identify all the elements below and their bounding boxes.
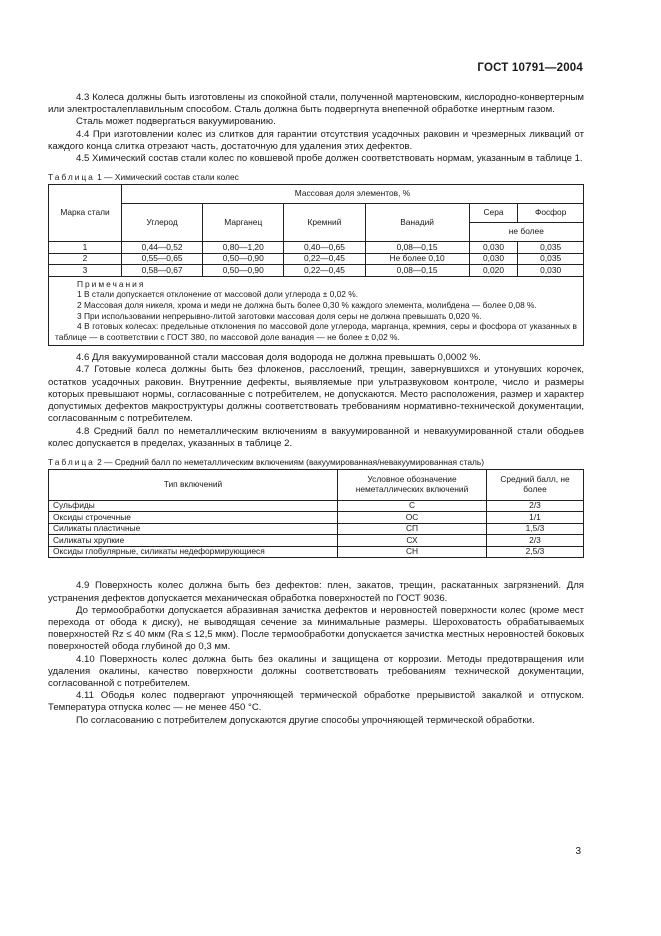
- cell-silicon: 0,22—0,45: [284, 265, 365, 277]
- page-number: 3: [575, 846, 581, 857]
- table1-caption-text: 1 — Химический состав стали колес: [94, 172, 239, 183]
- document-body: [48, 92, 584, 727]
- table1-notes: [48, 277, 584, 347]
- table1-caption: [48, 172, 584, 182]
- paragraph-4-6: 4.6 Для вакуумированной стали массовая доля водорода не должна превышать 0,0002 %.: [76, 352, 481, 364]
- cell-symbol: СХ: [338, 535, 487, 547]
- cell-carbon: 0,44—0,52: [122, 242, 203, 254]
- note-4: 4 В готовых колесах: предельные отклонения по массовой доле углерода, марганца, кремния, серы и фосфора от указанных в таблице — в соответствии с ГОСТ 380, по массовой доле ванадия — не более ± 0,02 %.: [55, 321, 577, 342]
- note-3: 3 При использовании непрерывно-литой заготовки массовая доля серы не должна превышать 0,020 %.: [77, 310, 482, 321]
- col-no-more: не более: [469, 223, 583, 242]
- cell-grade: 1: [49, 242, 122, 254]
- cell-type: Оксиды строчечные: [49, 512, 338, 524]
- cell-manganese: 0,50—0,90: [203, 265, 284, 277]
- cell-symbol: СН: [338, 546, 487, 558]
- cell-type: Силикаты пластичные: [49, 523, 338, 535]
- cell-vanadium: 0,08—0,15: [365, 265, 469, 277]
- table1-caption-prefix: Таблица: [48, 172, 95, 183]
- cell-type: Оксиды глобулярные, силикаты недеформирующиеся: [49, 546, 338, 558]
- cell-sulfur: 0,030: [469, 253, 518, 265]
- cell-grade: 3: [49, 265, 122, 277]
- cell-phosphorus: 0,035: [518, 253, 584, 265]
- col-manganese: Марганец: [203, 204, 284, 242]
- table-row: [49, 253, 584, 265]
- paragraph-4-8: 4.8 Средний балл по неметаллическим включениям в вакуумированной и невакуумированной стали ободьев колес допускается в пределах, указанных в таблице 2.: [48, 425, 584, 449]
- cell-carbon: 0,58—0,67: [122, 265, 203, 277]
- cell-manganese: 0,80—1,20: [203, 242, 284, 254]
- col-inclusion-symbol: Условное обозначение неметаллических включений: [338, 469, 487, 500]
- table2-caption-prefix: Таблица: [48, 456, 95, 467]
- col-grade: Марка стали: [49, 185, 122, 242]
- cell-type: Сульфиды: [49, 500, 338, 512]
- note-2: 2 Массовая доля никеля, хрома и меди не должна быть более 0,30 % каждого элемента, молибдена — более 0,08 %.: [77, 299, 537, 310]
- table-row: [49, 512, 584, 524]
- document-header: ГОСТ 10791—2004: [477, 62, 583, 74]
- table-chemical-composition: [48, 184, 584, 277]
- cell-phosphorus: 0,030: [518, 265, 584, 277]
- paragraph-4-9: 4.9 Поверхность колес должна быть без дефектов: плен, закатов, трещин, раскатанных загрязнений. Для устранения дефектов допускается механическая обработка поверхностей по ГОСТ 9036.: [48, 580, 584, 604]
- cell-silicon: 0,40—0,65: [284, 242, 365, 254]
- paragraph-4-5: 4.5 Химический состав стали колес по ковшевой пробе должен соответствовать нормам, указанным в таблице 1.: [76, 153, 583, 165]
- table-row: [49, 535, 584, 547]
- cell-vanadium: 0,08—0,15: [365, 242, 469, 254]
- col-sulfur: Сера: [469, 204, 518, 223]
- table-row: [49, 500, 584, 512]
- col-carbon: Углерод: [122, 204, 203, 242]
- cell-silicon: 0,22—0,45: [284, 253, 365, 265]
- cell-score: 1/1: [487, 512, 584, 524]
- table-row: [49, 242, 584, 254]
- cell-carbon: 0,55—0,65: [122, 253, 203, 265]
- cell-symbol: СП: [338, 523, 487, 535]
- cell-score: 1,5/3: [487, 523, 584, 535]
- cell-vanadium: Не более 0,10: [365, 253, 469, 265]
- table2-caption-text: 2 — Средний балл по неметаллическим включениям (вакуумированная/невакуумированная сталь): [94, 456, 485, 467]
- paragraph-agreement: По согласованию с потребителем допускаются другие способы упрочняющей термической обработки.: [76, 714, 535, 726]
- table-row: [49, 523, 584, 535]
- col-silicon: Кремний: [284, 204, 365, 242]
- cell-score: 2,5/3: [487, 546, 584, 558]
- col-inclusion-type: Тип включений: [49, 469, 338, 500]
- paragraph-4-7: 4.7 Готовые колеса должны быть без флокенов, расслоений, трещин, завернувшихся и утонувших корочек, остатков усадочных раковин. Внутренние дефекты, выявляемые при ультразвуковом контроле, число и размеры которых превышают нормы, согласованные с потребителем, не допускаются. Место расположения, размер и характер допустимых дефектов макроструктуры должны соответствовать требованиям нормативно-технической документации, согласованным с потребителем.: [48, 364, 584, 425]
- cell-score: 2/3: [487, 535, 584, 547]
- cell-type: Силикаты хрупкие: [49, 535, 338, 547]
- paragraph-4-3: 4.3 Колеса должны быть изготовлены из спокойной стали, полученной мартеновским, кислородно-конвертерным или электросталеплавильным способом. Сталь должна быть подвергнута внепечной обработке инертным газом.: [48, 92, 584, 116]
- paragraph-4-11: 4.11 Ободья колес подвергают упрочняющей термической обработке прерывистой закалкой и отпуском. Температура отпуска колес — не менее 450 °С.: [48, 690, 584, 714]
- cell-phosphorus: 0,035: [518, 242, 584, 254]
- table-row: [49, 265, 584, 277]
- col-vanadium: Ванадий: [365, 204, 469, 242]
- cell-symbol: С: [338, 500, 487, 512]
- table-nonmetallic-inclusions: [48, 469, 584, 559]
- notes-title: Примечания: [77, 278, 146, 289]
- table-row: [49, 546, 584, 558]
- col-average-score: Средний балл, не более: [487, 469, 584, 500]
- table2-caption: [48, 457, 584, 467]
- cell-sulfur: 0,030: [469, 242, 518, 254]
- paragraph-4-4: 4.4 При изготовлении колес из слитков для гарантии отсутствия усадочных раковин и чрезмерных ликваций от каждого конца слитка отрезают часть, достаточную для удаления этих дефектов.: [48, 128, 584, 152]
- cell-manganese: 0,50—0,90: [203, 253, 284, 265]
- col-group-mass-fraction: Массовая доля элементов, %: [122, 185, 584, 204]
- paragraph-pre-heat-treatment: До термообработки допускается абразивная зачистка дефектов и неровностей поверхности колес (кроме мест перехода от обода к диску), не выводящая сечение за минимальные размеры. Шероховатость обрабатываемых поверхностей Rz ≤ 40 мкм (Ra ≤ 12,5 мкм). После термообработки допускается зачистка местных неровностей боковых поверхностей обода глубиной до 0,3 мм.: [48, 604, 584, 653]
- cell-sulfur: 0,020: [469, 265, 518, 277]
- col-phosphorus: Фосфор: [518, 204, 584, 223]
- cell-score: 2/3: [487, 500, 584, 512]
- paragraph-4-10: 4.10 Поверхность колес должна быть без окалины и защищена от коррозии. Методы предотвращения или удаления окалины, качество поверхности должны соответствовать требованиям технической документации, согласованной с потребителем.: [48, 653, 584, 690]
- paragraph-vacuum: Сталь может подвергаться вакуумированию.: [76, 116, 276, 128]
- cell-grade: 2: [49, 253, 122, 265]
- cell-symbol: ОС: [338, 512, 487, 524]
- note-1: 1 В стали допускается отклонение от массовой доли углерода ± 0,02 %.: [77, 289, 359, 300]
